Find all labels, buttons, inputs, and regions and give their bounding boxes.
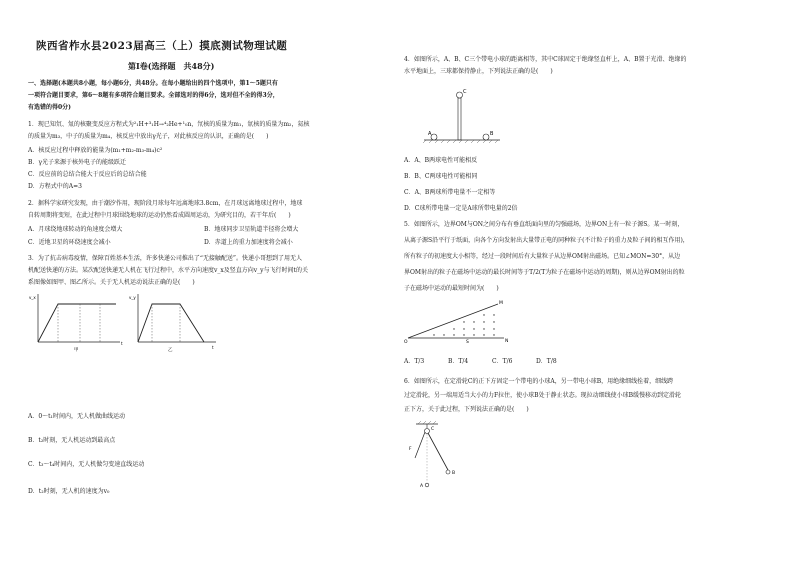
q4-label-a: A [428, 131, 432, 137]
q4-option-a: A．A、B两球电性可能相反 [404, 157, 478, 164]
q3-graphs [28, 292, 218, 352]
q6-label-c: C [431, 427, 435, 432]
q5-label-n: N [505, 339, 509, 344]
q5-stem-line3: 所有粒子的初速度大小相等，经过一段时间后有大量粒子从边界OM射出磁场。已知∠MON=30°，从边 [404, 253, 681, 260]
q6-stem-line3: 正下方，关于此过程，下列说法正确的是( ) [404, 406, 529, 413]
graph-vx-axis-label: v_x [29, 295, 36, 300]
q3-option-c: C．t₃～t₄时间内，无人机做匀变速直线运动 [28, 461, 145, 468]
q1-stem-line2: 的质量为m₃，中子的质量为m₄，核反应中放出γ光子，对此核反应的认识，正确的是( ) [28, 133, 269, 140]
q3-option-b: B．t₂时刻，无人机运动到最高点 [28, 437, 116, 444]
q6-label-f: F [409, 447, 412, 452]
q4-figure [422, 86, 502, 148]
q6-stem-line2: 过定滑轮，另一端用适当大小的力F拉住，使小球B处于静止状态。现拉动细线使小球B缓慢移动到定滑轮 [404, 392, 681, 399]
q6-label-a: A [420, 484, 424, 489]
q5-option-a: A．T/3 [404, 358, 425, 365]
q4-option-c: C．A、B两球所带电量不一定相等 [404, 189, 496, 196]
page-title: 陕西省柞水县2023届高三（上）摸底测试物理试题 [36, 40, 288, 52]
q2-option-d: D．赤道上的重力加速度将会减小 [204, 239, 293, 246]
q5-label-s: S [466, 340, 469, 344]
q2-stem-line2: 自转周期将变短，在此过程中月球围绕地球的运动仍然看成圆周运动，为研究目的，若干年后( ) [28, 212, 291, 219]
graph-vx-caption: 甲 [74, 348, 79, 352]
graph-vx [29, 294, 123, 352]
graph-vy-caption: 乙 [168, 348, 173, 352]
q2-stem-line1: 2．据科学家研究发现，由于潮汐作用，现阶段月球每年远离地球3.8cm，在月球远离地球过程中，地球 [28, 200, 303, 207]
part-heading: 第Ⅰ卷(选择题 共48分) [128, 61, 215, 71]
q1-option-d: D．方程式中的A=3 [28, 183, 82, 190]
q5-figure [404, 298, 514, 344]
graph-vy [129, 294, 216, 352]
q1-option-b: B．γ光子来源于核外电子的能级跃迁 [28, 159, 126, 166]
q4-label-b: B [490, 131, 494, 137]
q5-option-b: B．T/4 [448, 358, 469, 365]
q5-stem-line1: 5．如图所示，边界OM与ON之间分布有垂直纸面向里的匀强磁场，边界ON上有一粒子源S。某一时刻， [404, 221, 684, 228]
q6-stem-line1: 6．如图所示，在定滑轮C的正下方固定一个带电的小球A，另一带电小球B，用绝缘细线拴着，细线跨 [404, 378, 674, 385]
section-instructions-line2: 一项符合题目要求，第6～8题有多项符合题目要求。全部选对的得6分，选对但不全的得3分， [28, 92, 279, 99]
q5-option-c: C．T/6 [492, 358, 513, 365]
q4-option-b: B．B、C两球电性可能相同 [404, 173, 478, 180]
q5-label-o: O [404, 340, 408, 344]
section-instructions-line1: 一、选择题(本题共8小题，每小题6分，共48分。在每小题给出的四个选项中，第1～5题只有 [28, 80, 278, 87]
q3-option-a: A．0～t₁时间内，无人机做曲线运动 [28, 413, 125, 420]
graph-vy-axis-label: v_y [129, 295, 136, 300]
graph-vy-t-label: t [212, 345, 214, 350]
q5-stem-line5: 子在磁场中运动的最短时间为( ) [404, 285, 499, 292]
q6-figure [408, 420, 478, 492]
section-instructions-line3: 有选错的得0分) [28, 104, 72, 111]
q3-stem-line2: 机配送快递的方法。某次配送快递无人机在飞行过程中，水平方向速度v_x及竖直方向v_y与飞行时间t的关 [28, 267, 308, 274]
q4-stem-line1: 4．如图所示，A、B、C三个带电小球的距离相等，其中C球固定于绝缘竖直杆上，A、B置于光滑、绝缘的 [404, 56, 687, 63]
q3-stem-line1: 3．为了抗击病毒疫情，保障百姓基本生活，许多快递公司推出了“无接触配送”。快递小哥想到了用无人 [28, 255, 302, 262]
q1-stem-line1: 1．现已知氘、氚的核聚变反应方程式为²₁H+³₁H→⁴₂He+¹₀n，氘核的质量为m₁，氚核的质量为m₂，氦核 [28, 121, 310, 128]
q5-stem-line2: 从离子源S沿平行于纸面，向各个方向发射出大量带正电的同种粒子(不计粒子的重力及粒子间的相互作用)， [404, 237, 689, 244]
q1-option-a: A．核反应过程中释放的能量为(m₁+m₂-m₃-m₄)c² [28, 147, 163, 154]
q6-label-b: B [452, 471, 456, 476]
q3-stem-line3: 系图像如图甲、图乙所示。关于无人机运动说法正确的是( ) [28, 279, 195, 286]
q2-option-b: B．地球同步卫星轨道半径将会增大 [204, 226, 299, 233]
q4-option-d: D．C球所带电量一定是A球所带电量的2倍 [404, 205, 518, 212]
q5-label-m: M [499, 301, 503, 306]
q4-stem-line2: 水平地面上，三球都保持静止，下列说法正确的是( ) [404, 68, 553, 75]
q5-option-d: D．T/8 [536, 358, 557, 365]
q5-stem-line4: 界OM射出的粒子在磁场中运动的最长时间等于T/2(T为粒子在磁场中运动的周期)，则从边界OM射出的粒 [404, 269, 685, 276]
q1-option-c: C．反应前的总结合能大于反应后的总结合能 [28, 171, 147, 178]
q3-option-d: D．t₂时刻，无人机的速度为v₀ [28, 488, 110, 495]
graph-vx-t-label: t [121, 341, 123, 346]
q4-label-c: C [463, 89, 467, 95]
q2-option-a: A．月球绕地球转动的角速度会增大 [28, 226, 123, 233]
q2-option-c: C．近地卫星的环绕速度会减小 [28, 239, 111, 246]
